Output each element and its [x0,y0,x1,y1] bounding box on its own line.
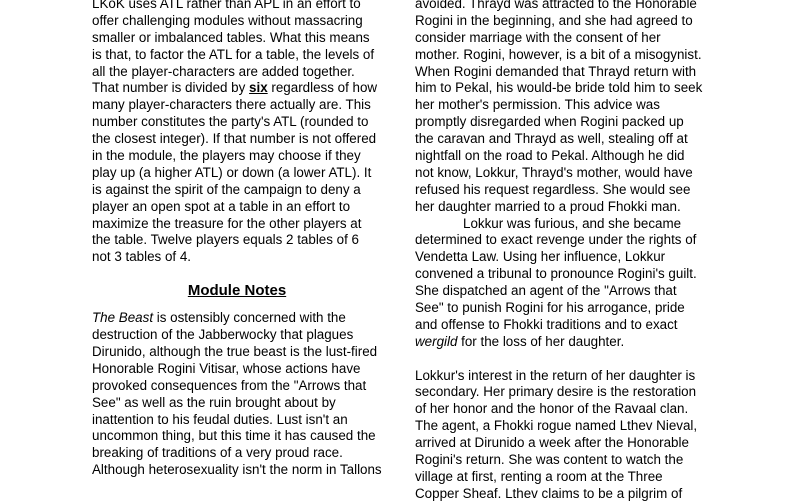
text-line: all the player-characters are added together. [92,63,355,79]
text-line [92,310,382,327]
text-line: Copper Sheaf. Lthev claims to be a pilgrim of [415,485,683,501]
text-line: Lokkur's interest in the return of her daughter is [415,367,696,383]
text-line: Rogini's return. She was content to watch the [415,452,684,468]
lokkur-paragraph [415,216,715,351]
text-line: her mother's permission. This advice was [415,97,660,113]
text-line: consider marriage with the consent of her [415,29,661,45]
left-column [92,0,382,479]
text-line: Lokkur was furious, and she became [463,215,682,231]
text-line: village at first, renting a room at the Three [415,468,663,484]
text-line: destruction of the Jabberwocky that plagues [92,327,354,343]
text-line: inattention to his feudal duties. Lust isn't an [92,411,348,427]
text-line: She dispatched an agent of the "Arrows that [415,283,677,299]
text-line: avoided. Thrayd was attracted to the Honorable [415,0,697,11]
text-line: mother. Rogini, however, is a bit of a misogynist. [415,46,702,62]
text-line: is against the spirit of the campaign to deny a [92,181,361,197]
text-line: Vendetta Law. Using her influence, Lokkur [415,249,666,265]
text-line: When Rogini demanded that Thrayd return with [415,63,697,79]
text-line: offer challenging modules without massacring [92,12,363,28]
text-line: Honorable Rogini Vitisar, whose actions have [92,360,361,376]
text-line: play up (a higher ATL) or down (a lower ATL). It [92,164,372,180]
text-line: in the module, the players may choose if they [92,148,361,164]
text-line: Dirunido, although the true beast is the lust-fired [92,344,378,360]
text-line: promptly disregarded when Rogini packed up [415,114,684,130]
text-line: of her honor and the honor of the Ravaal clan. [415,401,689,417]
text-line: the caravan and Thrayd as well, stealing off at [415,131,688,147]
text-run: for the loss of her daughter. [457,333,625,349]
text-line: the closest integer). If that number is not offered [92,131,377,147]
text-line: convened a tribunal to pronounce Rogini's guilt. [415,266,697,282]
text-line: and offense to Fhokki traditions and to exact [415,316,678,332]
text-line: nightfall on the road to Pekal. Although he did [415,148,685,164]
text-line: Rogini in the beginning, and she had agreed to [415,12,693,28]
text-line: The agent, a Fhokki rogue named Lthev Nieval, [415,418,698,434]
text-line: uncommon thing, but this time it has caused the [92,428,376,444]
text-line: determined to exact revenge under the rights of [415,232,697,248]
text-line: breaking of traditions of a very proud race. [92,445,343,461]
text-run: regardless of how [267,80,378,96]
text-line: is that, to factor the ATL for a table, the levels of [92,46,375,62]
text-line: many player-characters there actually are. This [92,97,371,113]
text-line [92,80,382,97]
text-line: her daughter married to a proud Fhokki man. [415,198,681,214]
text-line: secondary. Her primary desire is the restoration [415,384,697,400]
text-line: provoked consequences from the "Arrows that [92,377,367,393]
agent-paragraph [415,368,715,503]
module-notes-paragraph [92,310,382,479]
text-line: the table. Twelve players equals 2 tables of 6 [92,232,359,248]
emphasis-six: six [249,80,268,96]
text-line: number constitutes the party's ATL (rounded to [92,114,369,130]
text-line: maximize the treasure for the other players at [92,215,362,231]
text-line: arrived at Dirunido a week after the Honorable [415,435,689,451]
text-run: That number is divided by [92,80,250,96]
text-run: is ostensibly concerned with the [153,310,346,326]
text-line: not 3 tables of 4. [92,249,192,265]
text-line: See" to punish Rogini for his arrogance, pride [415,300,685,316]
module-title: The Beast [92,310,154,326]
text-line: him to Pekal, his would-be bride told him to seek [415,80,703,96]
text-line: LKoK uses ATL rather than APL in an effort to [92,0,361,11]
text-line: Although heterosexuality isn't the norm in Tallons [92,462,382,478]
thrayd-paragraph [415,0,715,216]
right-column [415,0,715,503]
atl-paragraph [92,0,382,266]
text-line: refused his request regardless. She would see [415,181,691,197]
emphasis-wergild: wergild [415,333,458,349]
text-line: smaller or imbalanced tables. What this means [92,29,370,45]
paragraph-gap [415,351,715,368]
text-line: See" as well as the ruin brought about by [92,394,336,410]
text-line: player an open spot at a table in an effort to [92,198,351,214]
text-line [415,334,715,351]
section-heading: Module Notes [187,282,287,300]
text-line: not know, Lokkur, Thrayd's mother, would have [415,164,693,180]
